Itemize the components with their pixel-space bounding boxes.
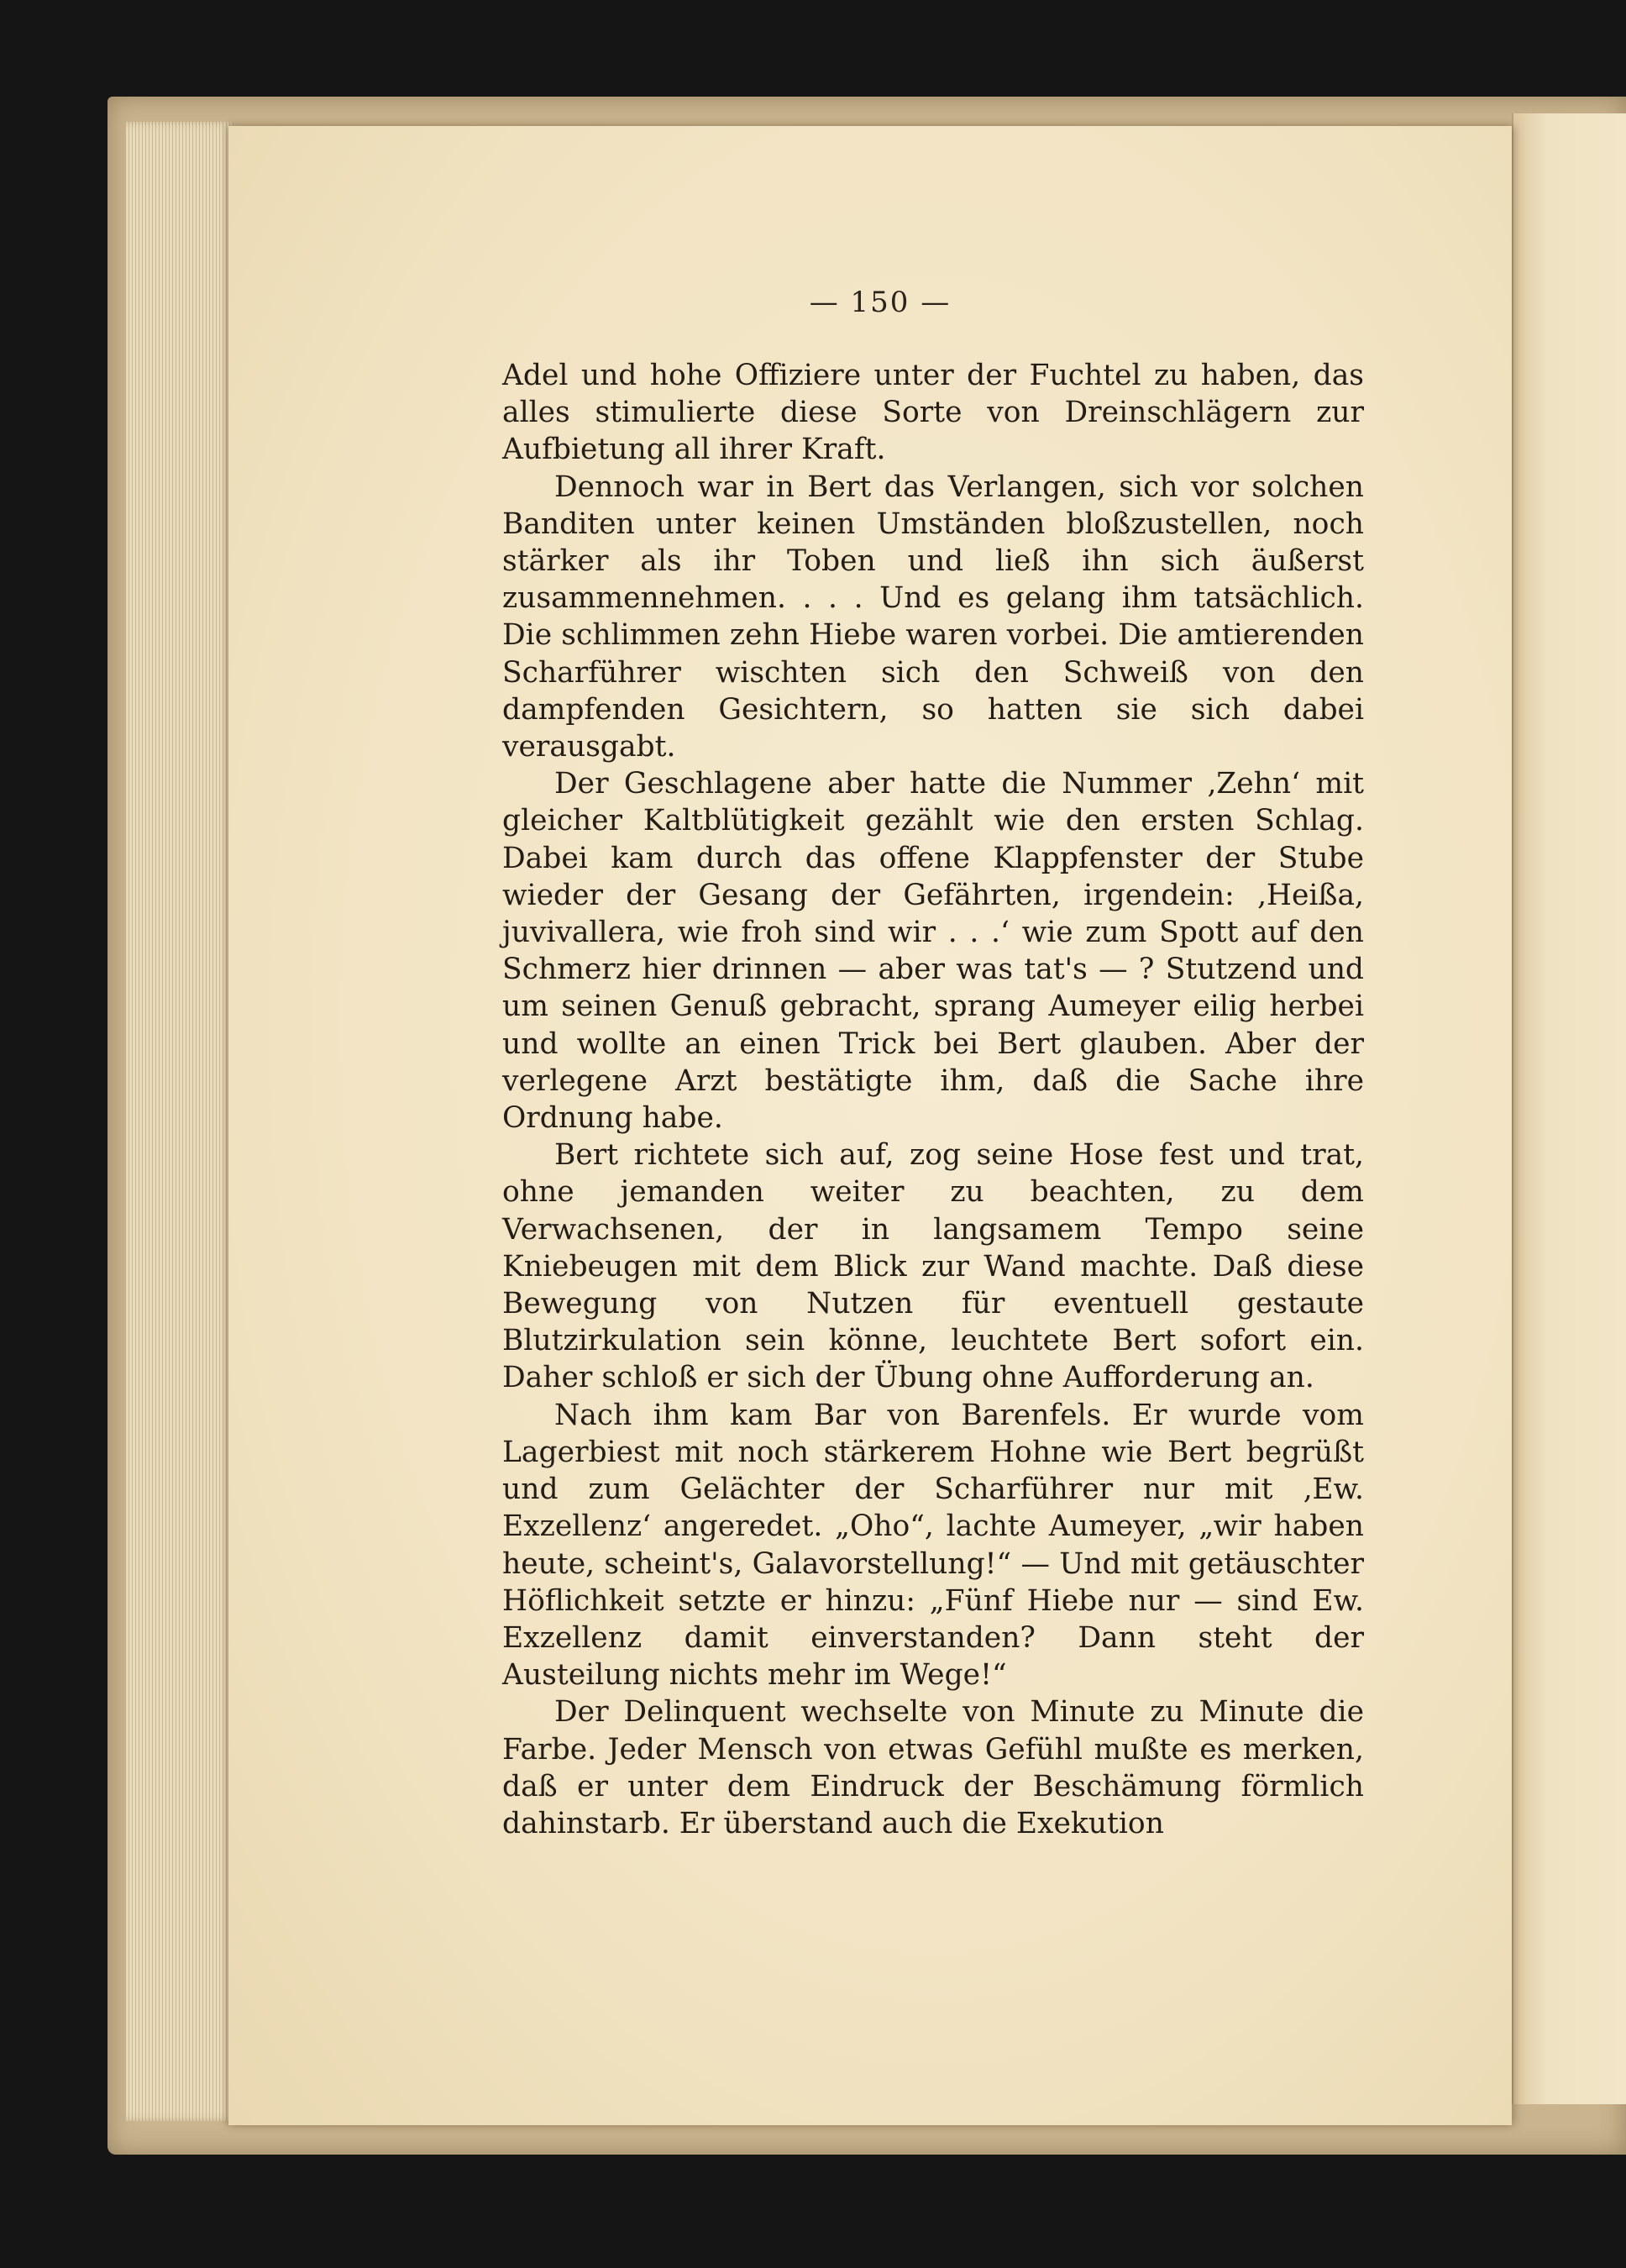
- page-text: [502, 357, 1364, 1842]
- facing-page-edge: [1512, 113, 1626, 2104]
- page-number: — 150 —: [809, 286, 952, 319]
- paragraph-5: Nach ihm kam Bar von Barenfels. Er wurde vom Lagerbiest mit noch stärkerem Hohne wie Bert begrüßt und zum Gelächter der Scharführer nur mit ‚Ew. Exzellenz‘ angeredet. „Oho“, lachte Aumeyer, „wir haben heute, scheint's, Galavorstellung!“ — Und mit getäuschter Höflichkeit setzte er hinzu: „Fünf Hiebe nur — sind Ew. Exzellenz damit einverstanden? Dann steht der Austeilung nichts mehr im Wege!“: [502, 1398, 1364, 1693]
- paragraph-3: Der Geschlagene aber hatte die Nummer ‚Zehn‘ mit gleicher Kaltblütigkeit gezählt wie den ersten Schlag. Dabei kam durch das offene Klappfenster der Stube wieder der Gesang der Gefährten, irgendein: ‚Heißa, juvivallera, wie froh sind wir . . .‘ wie zum Spott auf den Schmerz hier drinnen — aber was tat's — ? Stutzend und um seinen Genuß gebracht, sprang Aumeyer eilig herbei und wollte an einen Trick bei Bert glauben. Aber der verlegene Arzt bestätigte ihm, daß die Sache ihre Ordnung habe.: [502, 767, 1364, 1136]
- page-edges: [126, 122, 235, 2121]
- paragraph-2: Dennoch war in Bert das Verlangen, sich vor solchen Banditen unter keinen Umständen bloßzustellen, noch stärker als ihr Toben und ließ ihn sich äußerst zusammennehmen. . . . Und es gelang ihm tatsächlich. Die schlimmen zehn Hiebe waren vorbei. Die amtierenden Scharführer wischten sich den Schweiß von den dampfenden Gesichtern, so hatten sie sich dabei verausgabt.: [502, 470, 1364, 764]
- paragraph-6: Der Delinquent wechselte von Minute zu Minute die Farbe. Jeder Mensch von etwas Gefühl mußte es merken, daß er unter dem Eindruck der Beschämung förmlich dahinstarb. Er überstand auch die Exekution: [502, 1695, 1364, 1840]
- paragraph-4: Bert richtete sich auf, zog seine Hose fest und trat, ohne jemanden weiter zu beachten, zu dem Verwachsenen, der in langsamem Tempo seine Kniebeugen mit dem Blick zur Wand machte. Daß diese Bewegung von Nutzen für eventuell gestaute Blutzirkulation sein könne, leuchtete Bert sofort ein. Daher schloß er sich der Übung ohne Aufforderung an.: [502, 1138, 1364, 1395]
- paragraph-1: Adel und hohe Offiziere unter der Fuchtel zu haben, das alles stimulierte diese Sorte von Dreinschlägern zur Aufbietung all ihrer Kraft.: [502, 359, 1364, 467]
